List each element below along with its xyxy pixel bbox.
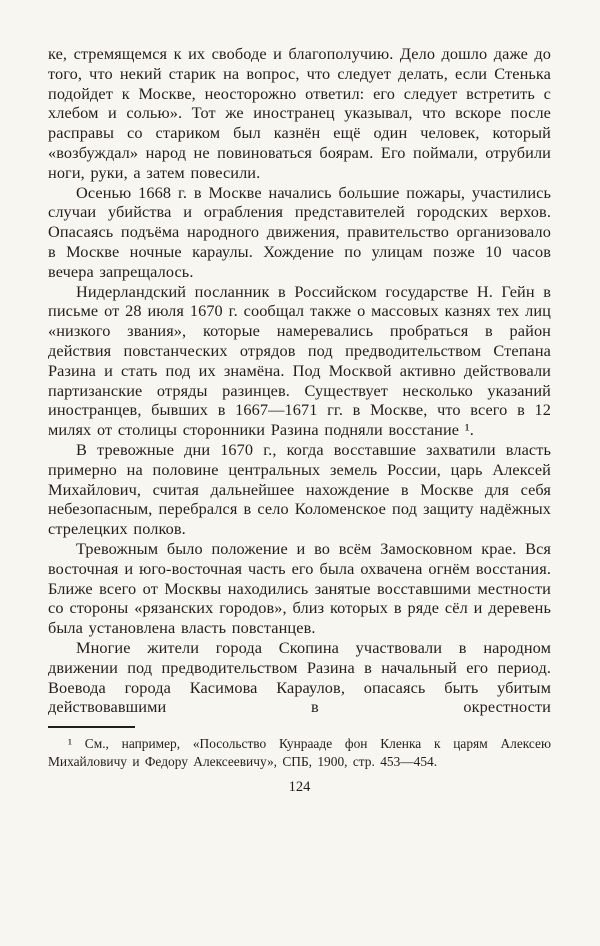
paragraph-tsar-kolomenskoye: В тревожные дни 1670 г., когда восставшие захватили власть примерно на половине центральных земель России, царь Алексей Михайлович, считая дальнейшее нахождение в Москве для себя небезопасным, перебрался в село Коломенское под защиту надёжных стрелецких полков. <box>48 439 551 539</box>
paragraph-dutch-envoy: Нидерландский посланник в Российском государстве Н. Гейн в письме от 28 июля 1670 г. сообщал также о массовых казнях тех лиц «низкого звания», которые намеревались пробраться в район действия повстанческих отрядов под предводительством Степана Разина и стать под их знамёна. Под Москвой активно действовали партизанские отряды разинцев. Существует несколько указаний иностранцев, бывших в 1667—1671 гг. в Москве, что всего в 12 милях от столицы сторонники Разина подняли восстание ¹. <box>48 281 551 440</box>
page-number: 124 <box>288 778 311 795</box>
main-text-block <box>48 44 551 717</box>
footnote-text: ¹ См., например, «Посольство Кунрааде фон Кленка к царям Алексею Михайловичу и Федору Алексеевичу», СПБ, 1900, стр. 453—454. <box>48 736 551 769</box>
paragraph-skopin: Многие жители города Скопина участвовали в народном движении под предводительством Разина в начальный его период. Воевода города Касимова Караулов, опасаясь быть убитым действовавшими в окрестности <box>48 637 551 717</box>
paragraph-zamoskovny-krai: Тревожным было положение и во всём Замосковном крае. Вся восточная и юго-восточная часть его была охвачена огнём восстания. Ближе всего от Москвы находились занятые восставшими местности со стороны «рязанских городов», близ которых в ряде сёл и деревень была установлена власть повстанцев. <box>48 538 551 638</box>
footnote-separator-rule <box>48 726 135 728</box>
paragraph-fires-1668: Осенью 1668 г. в Москве начались большие пожары, участились случаи убийства и ограбления представителей городских верхов. Опасаясь подъёма народного движения, правительство организовало в Москве ночные караулы. Хождение по улицам позже 10 часов вечера запрещалось. <box>48 182 551 281</box>
paragraph-continuation: ке, стремящемся к их свободе и благополучию. Дело дошло даже до того, что некий старик на вопрос, что следует делать, если Стенька подойдет к Москве, неосторожно ответил: его следует встретить с хлебом и солью». Тот же иностранец указывал, что вскоре после расправы со стариком был казнён ещё один человек, который «возбуждал» народ не повиноваться боярам. Его поймали, отрубили ноги, руки, а затем повесили. <box>48 44 551 182</box>
